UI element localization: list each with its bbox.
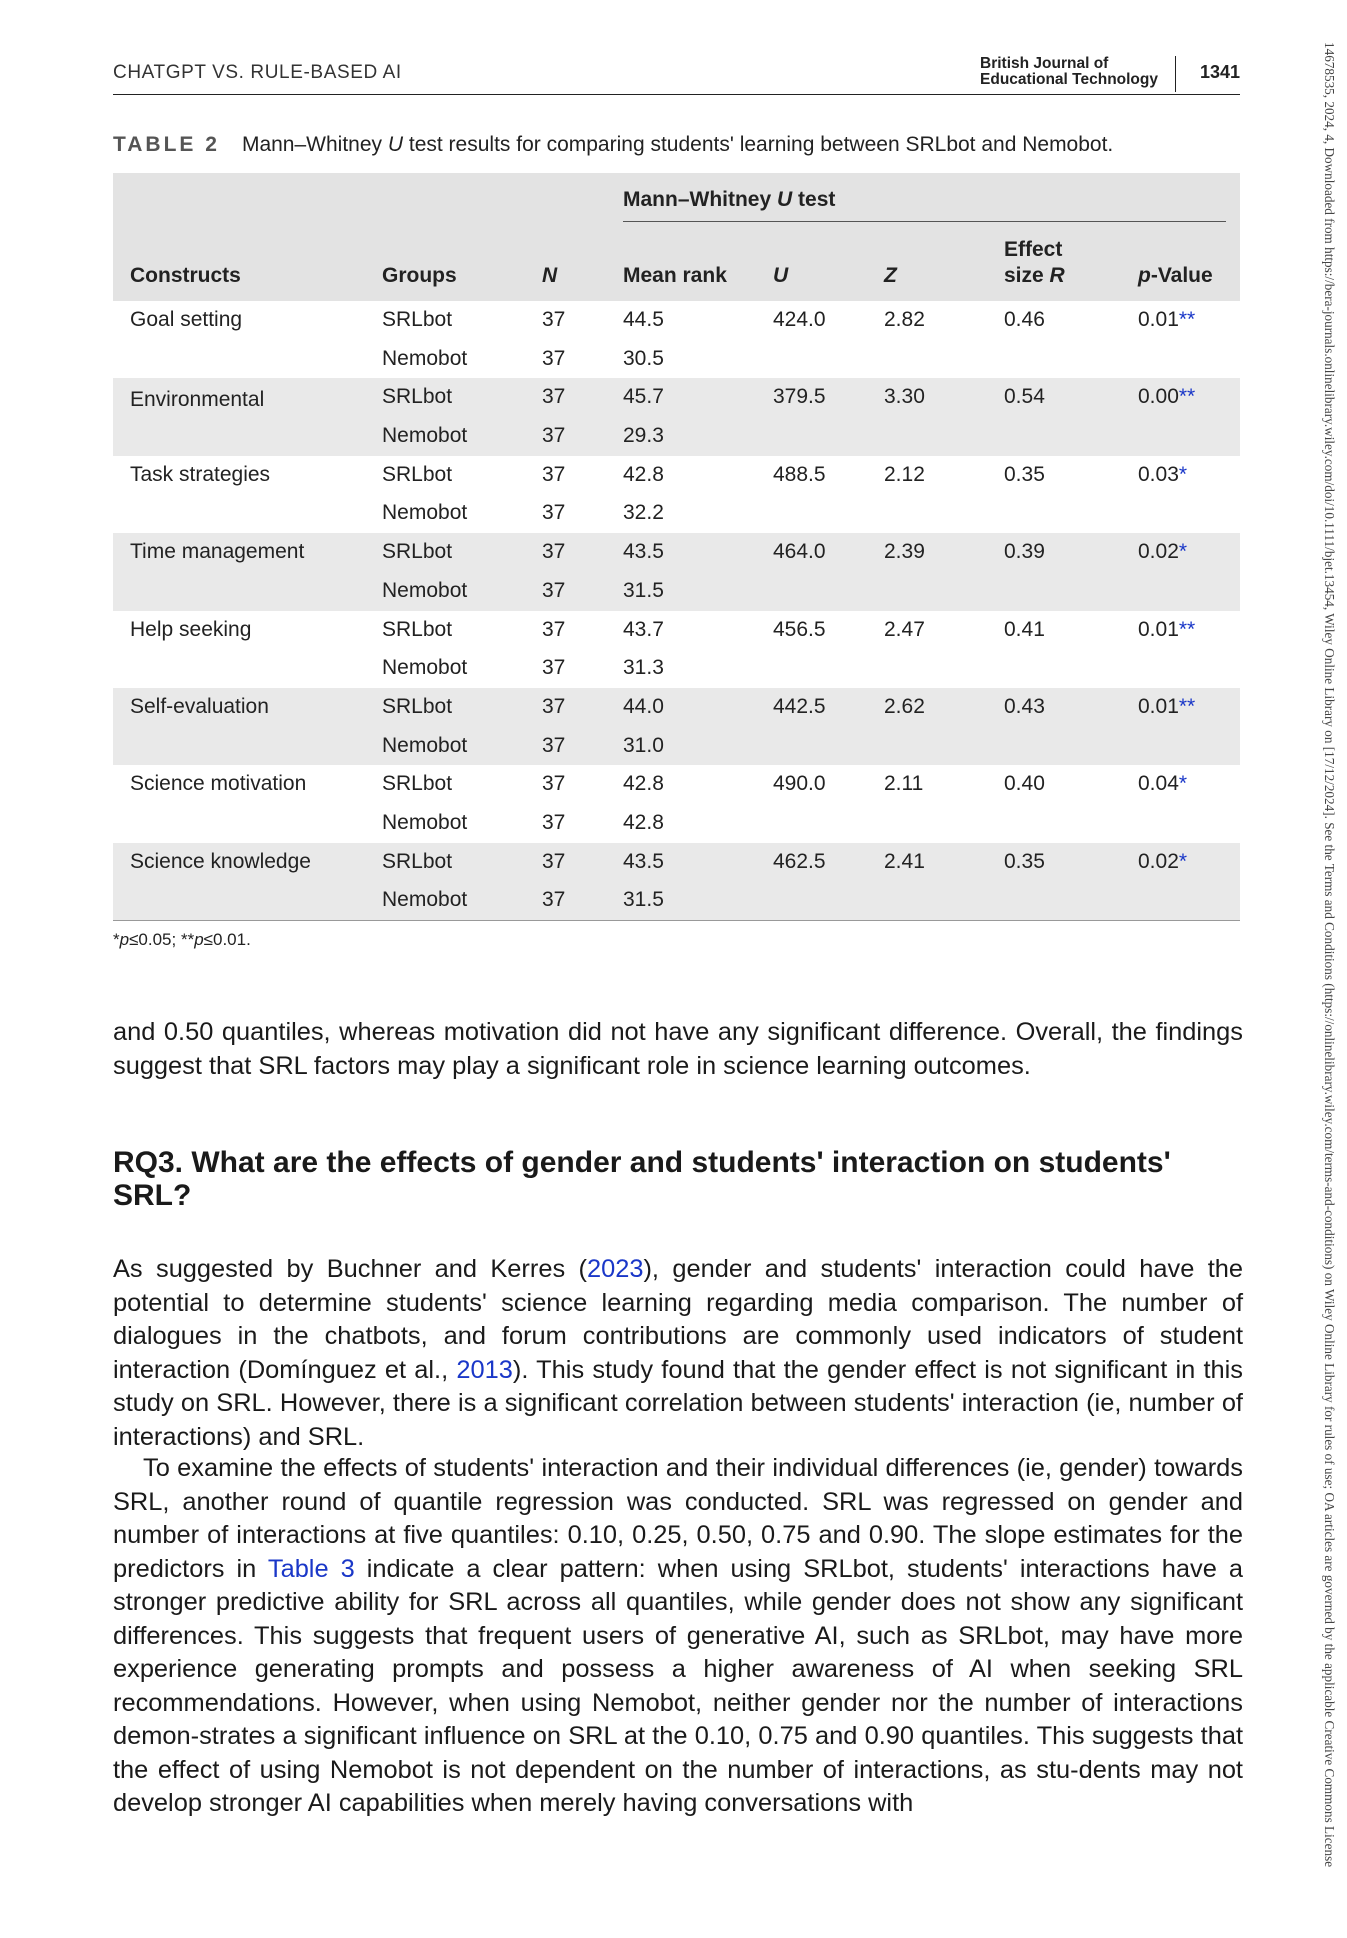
cell-group: SRLbot: [382, 462, 453, 486]
table-label: TABLE 2: [113, 133, 220, 156]
cell-n: 37: [542, 385, 566, 409]
cell-z: 2.39: [884, 540, 925, 564]
table-footnote: *p≤0.05; **p≤0.01.: [113, 930, 251, 949]
table-row: [113, 727, 1240, 766]
paragraph-rq3-intro: As suggested by Buchner and Kerres (2023), gender and students' interaction could have the potential to determine students' science learning regarding media comparison. The number of dialogues in the chatbots, and forum contributions are commonly used indicators of student interaction (Domínguez et al., 2013). This study found that the gender effect is not significant in this study on SRL. However, there is a significant correlation between students' interaction (ie, number of interactions) and SRL.: [113, 1255, 1243, 1451]
citation-link-2023[interactable]: 2023: [586, 1255, 644, 1283]
cell-z: 2.41: [884, 849, 925, 873]
cell-group: SRLbot: [382, 772, 453, 796]
cell-p: [1138, 308, 1195, 332]
cell-u: 424.0: [773, 308, 826, 331]
col-header-constructs: Constructs: [130, 264, 241, 287]
cell-mr: 31.3: [623, 656, 664, 680]
cell-n: 37: [542, 772, 566, 796]
caption-italic-u: U: [387, 133, 404, 156]
cell-p: [1138, 540, 1187, 564]
cell-mr: 42.8: [623, 772, 664, 796]
cell-construct: [130, 850, 311, 874]
col-header-z: Z: [884, 264, 897, 287]
construct-label: Self-evaluation: [130, 694, 269, 718]
table-row: [113, 378, 1240, 417]
cell-construct: [130, 308, 242, 332]
cell-u: 464.0: [773, 540, 826, 564]
journal-name-line2: Educational Technology: [980, 71, 1158, 88]
table-body: [113, 301, 1240, 920]
cell-group: SRLbot: [382, 385, 453, 409]
table-row: [113, 456, 1240, 495]
cell-n: 37: [542, 540, 566, 564]
cell-construct: [130, 463, 270, 487]
cell-mr: 31.5: [623, 888, 664, 912]
cell-group: Nemobot: [382, 346, 468, 370]
col-header-effect-size: Effect size R: [1004, 238, 1065, 287]
cell-group: SRLbot: [382, 617, 453, 641]
cell-n: 37: [542, 617, 566, 641]
construct-label: Science motivation: [130, 772, 307, 796]
cell-n: 37: [542, 694, 566, 718]
table-header: [113, 173, 1240, 301]
cell-u: 488.5: [773, 462, 826, 486]
cell-mr: 44.0: [623, 694, 664, 718]
paragraph-continuation: and 0.50 quantiles, whereas motivation did not have any significant difference. Overall, the findings suggest that SRL factors may play a significant role in science learning outcomes.: [113, 1018, 1243, 1080]
journal-name-line1: British Journal of: [980, 55, 1109, 72]
cell-z: 2.12: [884, 462, 925, 486]
cell-u: 490.0: [773, 772, 826, 796]
cell-r: 0.43: [1004, 694, 1045, 718]
cell-group: Nemobot: [382, 656, 468, 680]
cell-group: Nemobot: [382, 733, 468, 757]
table-row: [113, 301, 1240, 340]
cell-r: 0.41: [1004, 617, 1045, 641]
p-value: 0.02: [1138, 849, 1179, 873]
significance-stars: *: [1178, 462, 1188, 486]
cell-group: Nemobot: [382, 578, 468, 602]
cell-r: 0.54: [1004, 385, 1045, 409]
running-head: CHATGPT VS. RULE-BASED AI: [113, 62, 402, 83]
section-heading-rq3: RQ3. What are the effects of gender and students' interaction on students' SRL?: [113, 1146, 1171, 1212]
construct-label: Time management: [130, 540, 305, 564]
cell-u: 456.5: [773, 617, 826, 641]
cell-p: [1138, 772, 1187, 796]
table-bottom-rule: [113, 920, 1240, 921]
cell-construct: [130, 540, 304, 564]
cell-group: Nemobot: [382, 810, 468, 834]
cell-r: 0.39: [1004, 540, 1045, 564]
citation-link-2013[interactable]: 2013: [456, 1355, 513, 1384]
table-row: [113, 340, 1240, 379]
cell-group: SRLbot: [382, 694, 453, 718]
caption-text-pre: Mann–Whitney: [241, 133, 388, 156]
cell-p: [1138, 385, 1195, 409]
table-caption: [113, 133, 1113, 157]
cell-z: 3.30: [884, 385, 925, 409]
table-row: [113, 649, 1240, 688]
col-header-n: N: [542, 264, 558, 287]
cell-group: Nemobot: [382, 888, 468, 912]
cell-r: 0.35: [1004, 462, 1045, 486]
significance-stars: *: [1178, 540, 1188, 564]
cell-n: 37: [542, 308, 566, 331]
cell-n: 37: [542, 656, 566, 680]
cell-construct: [130, 772, 306, 796]
table-row: [113, 843, 1240, 882]
cell-u: 462.5: [773, 849, 826, 873]
cell-p: [1138, 463, 1187, 487]
cell-n: 37: [542, 424, 566, 448]
cell-mr: 29.3: [623, 424, 664, 448]
col-header-mean-rank: Mean rank: [623, 264, 727, 287]
construct-label: Task strategies: [130, 462, 271, 486]
cell-n: 37: [542, 346, 566, 370]
cell-mr: 32.2: [623, 501, 664, 525]
col-header-u: U: [773, 264, 789, 287]
p-value: 0.02: [1138, 540, 1179, 564]
column-group-header: Mann–Whitney U test: [623, 188, 836, 211]
cell-mr: 42.8: [623, 810, 664, 834]
construct-label: Environmental: [130, 388, 265, 412]
cell-n: 37: [542, 462, 566, 486]
results-table: [113, 173, 1240, 921]
paragraph-rq3-analysis: To examine the effects of students' interaction and their individual differences (ie, gender) towards SRL, another round of quantile regression was conducted. SRL was regressed on gender and number of interactions at five quantiles: 0.10, 0.25, 0.50, 0.75 and 0.90. The slope estimates for the predictors in Table 3 indicate a clear pattern: when using SRLbot, students' interactions have a stronger predictive ability for SRL across all quantiles, while gender does not show any significant differences. This suggests that frequent users of generative AI, such as SRLbot, may have more experience generating prompts and possess a higher awareness of AI when seeking SRL recommendations. However, when using Nemobot, neither gender nor the number of interactions demon-strates a significant influence on SRL at the 0.10, 0.75 and 0.90 quantiles. This suggests that the effect of using Nemobot is not dependent on the number of interactions, as stu-dents may not develop stronger AI capabilities when merely having conversations with: [113, 1454, 1243, 1817]
cell-r: 0.40: [1004, 772, 1045, 796]
p-value: 0.00: [1138, 385, 1179, 409]
p-value: 0.03: [1138, 462, 1179, 486]
significance-stars: **: [1178, 308, 1196, 331]
cell-u: 442.5: [773, 694, 826, 718]
cell-n: 37: [542, 733, 566, 757]
significance-stars: *: [1178, 849, 1188, 873]
column-group-rule: [623, 221, 1226, 222]
table-row: [113, 765, 1240, 804]
table-row: [113, 611, 1240, 650]
table-row: [113, 494, 1240, 533]
cell-group: SRLbot: [382, 849, 453, 873]
cell-p: [1138, 618, 1195, 642]
cell-u: 379.5: [773, 385, 826, 409]
table-row: [113, 881, 1240, 920]
cell-mr: 44.5: [623, 308, 664, 331]
cell-mr: 31.5: [623, 578, 664, 602]
col-header-p-value: p-Value: [1138, 264, 1213, 287]
caption-text-post: test results for comparing students' learning between SRLbot and Nemobot.: [403, 133, 1114, 156]
cell-n: 37: [542, 501, 566, 525]
cell-r: 0.35: [1004, 849, 1045, 873]
cell-z: 2.47: [884, 617, 925, 641]
download-notice-strip: [1319, 42, 1341, 1912]
table-3-link[interactable]: Table 3: [267, 1554, 355, 1583]
cell-z: 2.11: [884, 772, 924, 796]
cell-group: SRLbot: [382, 540, 453, 564]
construct-label: Help seeking: [130, 617, 252, 641]
significance-stars: **: [1178, 617, 1196, 641]
cell-n: 37: [542, 578, 566, 602]
cell-mr: 43.5: [623, 540, 664, 564]
cell-n: 37: [542, 849, 566, 873]
page-header: [113, 50, 1240, 95]
cell-p: [1138, 850, 1187, 874]
journal-name: [980, 56, 1158, 88]
cell-mr: 43.5: [623, 849, 664, 873]
download-notice-text: 14678535, 2024, 4, Downloaded from https://bera-journals.onlinelibrary.wiley.com/doi/10.1111/bjet.13454, Wiley Online Library on [17/12/2024]. See the Terms and Conditions (https://onlinelibrary.wiley.com/terms-and-conditions) on Wiley Online Library for rules of use; OA articles are governed by the applicable Creative Commons License: [1322, 42, 1337, 1868]
table-row: [113, 804, 1240, 843]
page-number: 1341: [1199, 62, 1240, 82]
cell-mr: 31.0: [623, 733, 664, 757]
construct-label: Science knowledge: [130, 849, 311, 873]
cell-r: 0.46: [1004, 308, 1045, 331]
significance-stars: *: [1178, 772, 1188, 796]
table-row: [113, 533, 1240, 572]
cell-group: SRLbot: [382, 308, 453, 331]
header-separator: [1175, 56, 1176, 92]
p-value: 0.01: [1138, 694, 1179, 718]
cell-group: Nemobot: [382, 501, 468, 525]
cell-z: 2.62: [884, 694, 925, 718]
construct-label: Goal setting: [130, 308, 243, 331]
significance-stars: **: [1178, 385, 1196, 409]
table-row: [113, 417, 1240, 456]
cell-mr: 45.7: [623, 385, 664, 409]
table-row: [113, 572, 1240, 611]
significance-stars: **: [1178, 694, 1196, 718]
cell-mr: 43.7: [623, 617, 664, 641]
cell-n: 37: [542, 810, 566, 834]
cell-construct: [130, 695, 269, 719]
table-row: [113, 688, 1240, 727]
cell-mr: 42.8: [623, 462, 664, 486]
cell-mr: 30.5: [623, 346, 664, 370]
cell-z: 2.82: [884, 308, 925, 331]
cell-construct: [130, 618, 251, 642]
cell-n: 37: [542, 888, 566, 912]
p-value: 0.01: [1138, 617, 1179, 641]
cell-p: [1138, 695, 1195, 719]
p-value: 0.04: [1138, 772, 1179, 796]
col-header-groups: Groups: [382, 264, 457, 287]
p-value: 0.01: [1138, 308, 1179, 331]
cell-group: Nemobot: [382, 424, 468, 448]
